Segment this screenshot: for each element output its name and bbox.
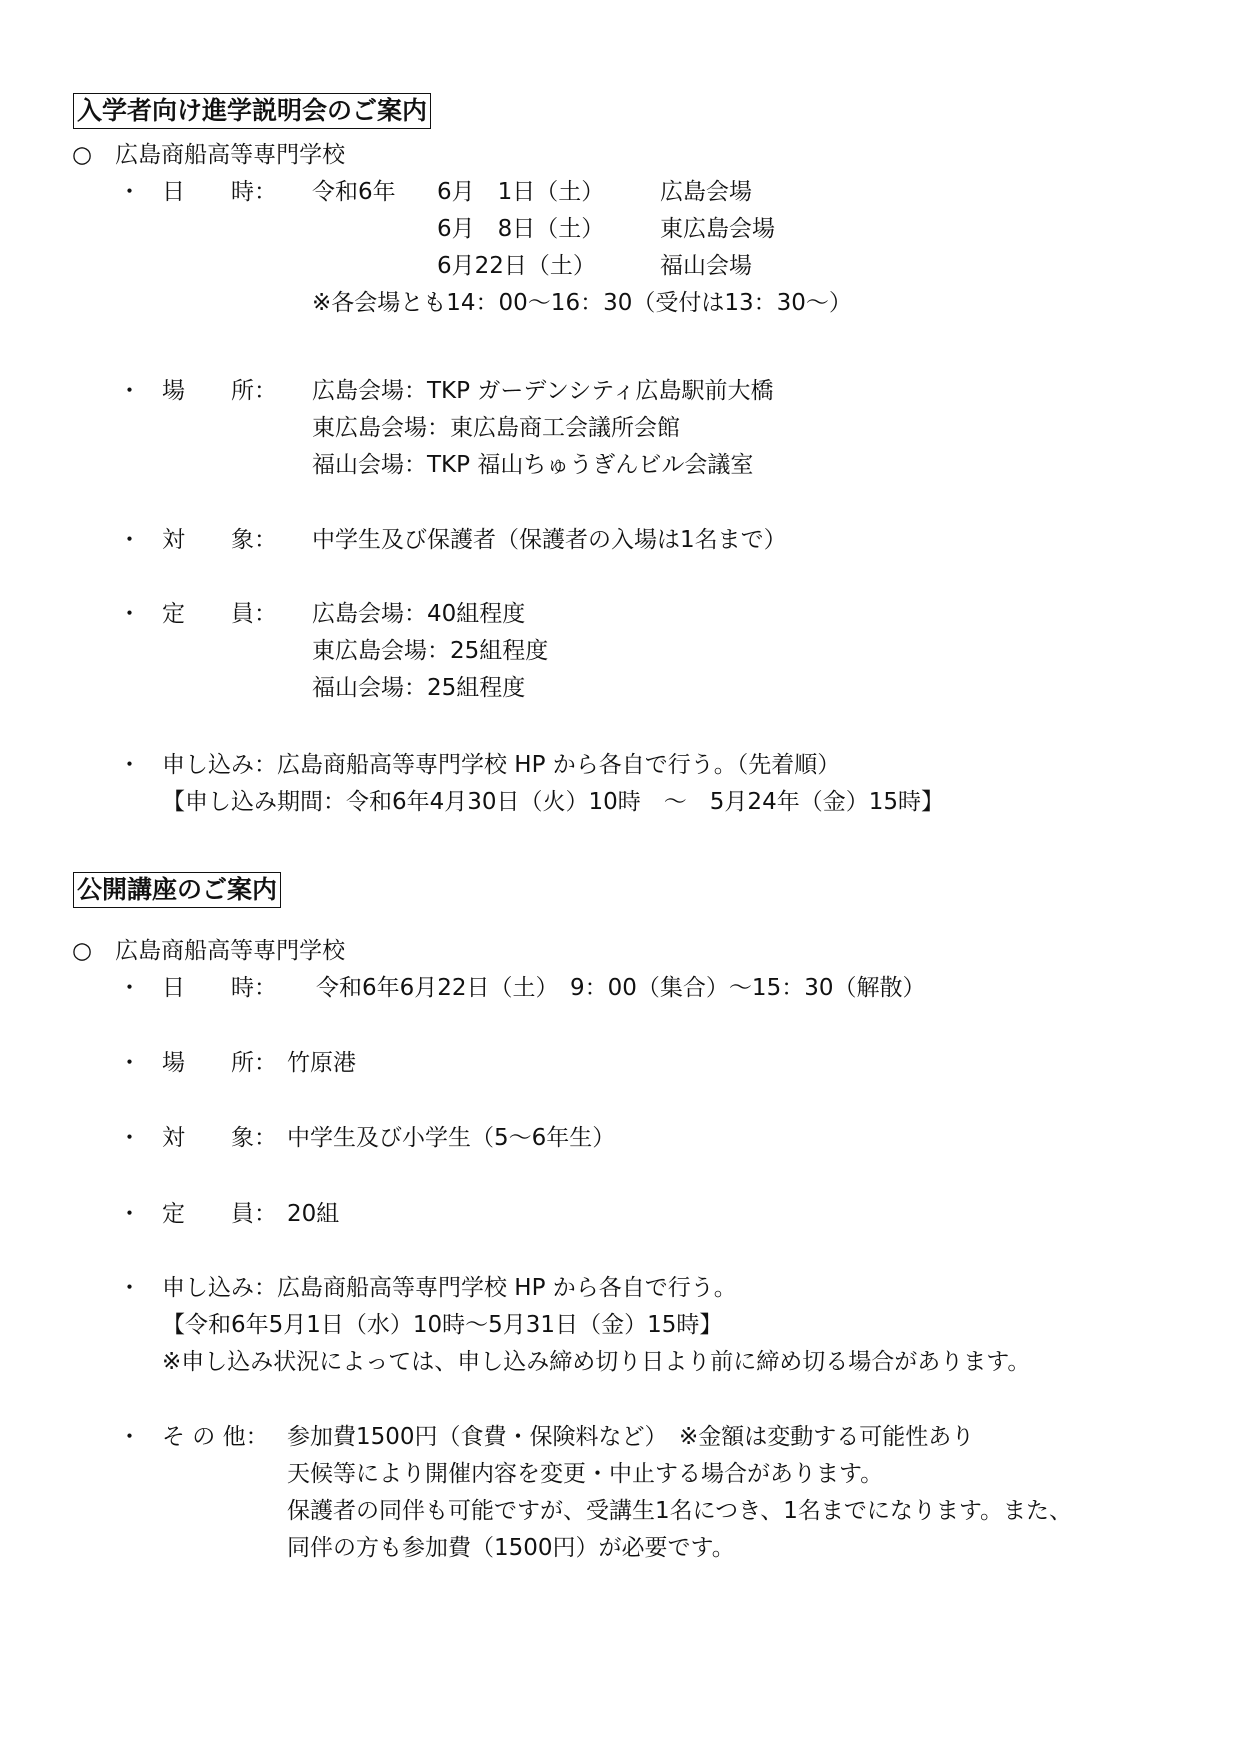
section2-capacity-value: 20組 <box>287 1201 340 1227</box>
section1-venue-2: 東広島会場 <box>660 216 775 242</box>
section1-place-label: 場 所： <box>162 378 277 404</box>
section2-title: 公開講座のご案内 <box>73 872 281 908</box>
section2-place-value: 竹原港 <box>287 1050 356 1076</box>
section2-target-bullet: ・ <box>118 1125 141 1151</box>
section2-datetime-value: 令和6年6月22日（土） 9：00（集合）～15：30（解散） <box>316 975 926 1001</box>
section1-apply-bullet: ・ <box>118 752 141 778</box>
section2-other-line-1: 参加費1500円（食費・保険料など） ※金額は変動する可能性あり <box>287 1424 975 1450</box>
section2-apply-bullet: ・ <box>118 1275 141 1301</box>
section2-target-value: 中学生及び小学生（5～6年生） <box>287 1125 616 1151</box>
section1-capacity-line-1: 広島会場：40組程度 <box>312 601 526 627</box>
section1-datetime-era: 令和6年 <box>312 179 396 205</box>
section1-capacity-bullet: ・ <box>118 601 141 627</box>
section2-other-label: そ の 他： <box>162 1424 269 1450</box>
section1-target-label: 対 象： <box>162 527 277 553</box>
section1-place-line-2: 東広島会場：東広島商工会議所会館 <box>312 415 680 441</box>
section1-venue-1: 広島会場 <box>660 179 752 205</box>
section1-capacity-label: 定 員： <box>162 601 277 627</box>
section1-place-line-1: 広島会場：TKP ガーデンシティ広島駅前大橋 <box>312 378 774 404</box>
section2-other-bullet: ・ <box>118 1424 141 1450</box>
section1-date-3: 6月22日（土） <box>437 253 596 279</box>
section1-place-line-3: 福山会場：TKP 福山ちゅうぎんビル会議室 <box>312 452 754 478</box>
section2-school: ○ 広島商船高等専門学校 <box>72 938 346 964</box>
section1-capacity-line-3: 福山会場：25組程度 <box>312 675 526 701</box>
section1-date-1: 6月 1日（土） <box>437 179 605 205</box>
section1-target-bullet: ・ <box>118 527 141 553</box>
section2-apply-text: 申し込み：広島商船高等専門学校 HP から各自で行う。 <box>162 1275 737 1301</box>
section2-capacity-label: 定 員： <box>162 1201 277 1227</box>
section2-datetime-label: 日 時： <box>162 975 277 1001</box>
section1-title: 入学者向け進学説明会のご案内 <box>73 93 431 129</box>
section1-date-2: 6月 8日（土） <box>437 216 605 242</box>
section2-capacity-bullet: ・ <box>118 1201 141 1227</box>
section1-school: ○ 広島商船高等専門学校 <box>72 142 346 168</box>
section1-datetime-bullet: ・ <box>118 179 141 205</box>
section2-place-bullet: ・ <box>118 1050 141 1076</box>
section2-target-label: 対 象： <box>162 1125 277 1151</box>
section1-capacity-line-2: 東広島会場：25組程度 <box>312 638 549 664</box>
section2-other-line-3: 保護者の同伴も可能ですが、受講生1名につき、1名までになります。また、 <box>287 1498 1073 1524</box>
section1-datetime-label: 日 時： <box>162 179 277 205</box>
section2-place-label: 場 所： <box>162 1050 277 1076</box>
section2-other-line-4: 同伴の方も参加費（1500円）が必要です。 <box>287 1535 735 1561</box>
section1-venue-3: 福山会場 <box>660 253 752 279</box>
section2-datetime-bullet: ・ <box>118 975 141 1001</box>
section1-place-bullet: ・ <box>118 378 141 404</box>
section1-datetime-note: ※各会場とも14：00～16：30（受付は13：30～） <box>312 290 852 316</box>
section2-apply-period: 【令和6年5月1日（水）10時～5月31日（金）15時】 <box>162 1312 723 1338</box>
section1-apply-text: 申し込み：広島商船高等専門学校 HP から各自で行う。（先着順） <box>162 752 841 778</box>
section1-apply-period: 【申し込み期間：令和6年4月30日（火）10時 ～ 5月24年（金）15時】 <box>162 789 944 815</box>
section2-other-line-2: 天候等により開催内容を変更・中止する場合があります。 <box>287 1461 884 1487</box>
section1-target-value: 中学生及び保護者（保護者の入場は1名まで） <box>312 527 787 553</box>
section2-apply-note: ※申し込み状況によっては、申し込み締め切り日より前に締め切る場合があります。 <box>162 1349 1031 1375</box>
